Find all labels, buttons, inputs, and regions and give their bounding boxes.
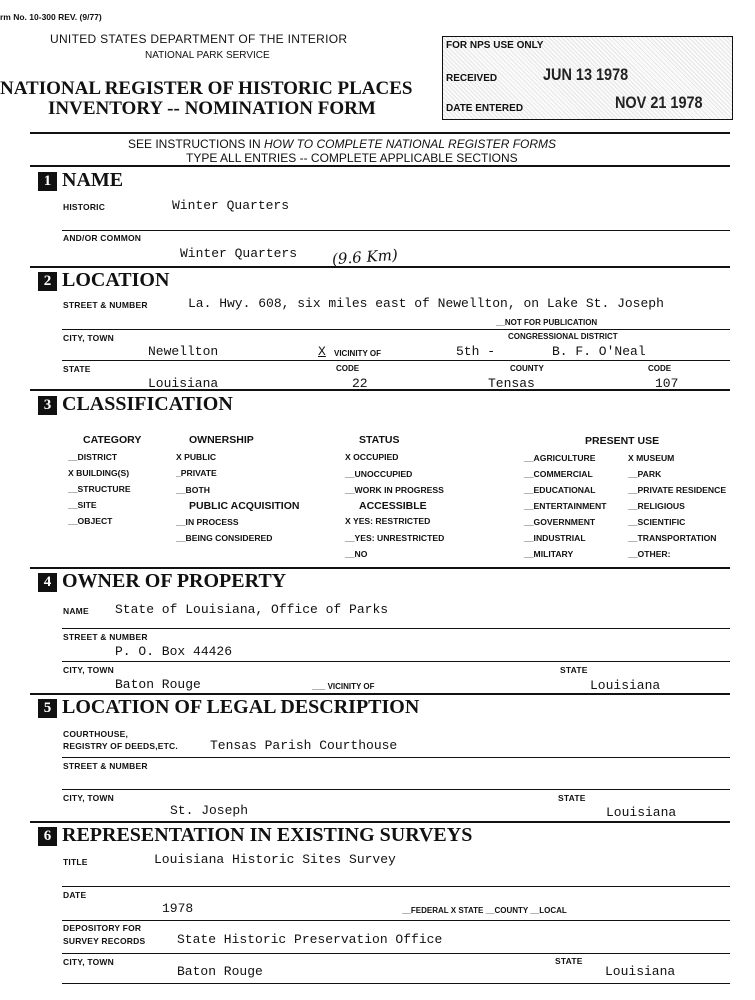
status-option: __UNOCCUPIED (345, 469, 413, 479)
form-title-line1: NATIONAL REGISTER OF HISTORIC PLACES (0, 78, 413, 99)
rule (30, 821, 730, 823)
rule (62, 953, 730, 954)
rule (62, 230, 730, 231)
section-4-title: OWNER OF PROPERTY (62, 570, 287, 592)
section-3-number: 3 (38, 396, 57, 415)
present-use-option: __EDUCATIONAL (524, 485, 596, 495)
form-number: rm No. 10-300 REV. (9/77) (0, 12, 102, 22)
header-rule (30, 132, 730, 134)
present-use-option: __GOVERNMENT (524, 517, 596, 527)
rule (30, 567, 730, 569)
category-option: __OBJECT (68, 516, 113, 526)
present-use-option: __PRIVATE RESIDENCE (628, 485, 727, 495)
legal-state-label: STATE (558, 793, 586, 803)
historic-label: HISTORIC (63, 202, 106, 212)
owner-city: Baton Rouge (115, 677, 201, 692)
street-label: STREET & NUMBER (63, 300, 148, 310)
instructions-rule (30, 165, 730, 167)
district-representative: B. F. O'Neal (552, 344, 646, 359)
rule (62, 920, 730, 921)
state-name: Louisiana (148, 376, 219, 391)
registry-label: REGISTRY OF DEEDS,ETC. (63, 741, 178, 751)
city-label: CITY, TOWN (63, 333, 114, 343)
nps-use-box (442, 36, 733, 120)
category-heading: CATEGORY (83, 434, 142, 446)
ownership-option: _PRIVATE (176, 468, 217, 478)
status-option: __WORK IN PROGRESS (345, 485, 444, 495)
depository-state: Louisiana (605, 964, 676, 979)
survey-title-label: TITLE (63, 857, 88, 867)
legal-city-label: CITY, TOWN (63, 793, 114, 803)
county-code-label: CODE (648, 364, 672, 373)
received-stamp: JUN 13 1978 (543, 65, 629, 84)
accessible-option: __YES: UNRESTRICTED (345, 533, 445, 543)
section-3-title: CLASSIFICATION (62, 393, 233, 415)
section-6-title: REPRESENTATION IN EXISTING SURVEYS (62, 824, 473, 846)
acquisition-option: __IN PROCESS (176, 517, 239, 527)
present-use-option: __TRANSPORTATION (628, 533, 717, 543)
nps-use-label: FOR NPS USE ONLY (446, 40, 544, 51)
county-label: COUNTY (510, 364, 544, 373)
present-use-option: __INDUSTRIAL (524, 533, 586, 543)
category-option: __DISTRICT (68, 452, 118, 462)
present-use-heading: PRESENT USE (585, 435, 660, 447)
instructions-line2: TYPE ALL ENTRIES -- COMPLETE APPLICABLE SECTIONS (186, 151, 518, 165)
county-code: 107 (655, 376, 679, 391)
present-use-option: __OTHER: (628, 549, 671, 559)
legal-street-label: STREET & NUMBER (63, 761, 148, 771)
rule (62, 360, 730, 361)
district-number: 5th - (456, 344, 496, 359)
present-use-option: __MILITARY (524, 549, 574, 559)
date-entered-label: DATE ENTERED (446, 103, 524, 114)
rule (62, 628, 730, 629)
category-option: __SITE (68, 500, 97, 510)
rule (30, 266, 730, 268)
survey-date: 1978 (162, 901, 194, 916)
ownership-option: __BOTH (176, 485, 210, 495)
street-address: La. Hwy. 608, six miles east of Newellton, on Lake St. Joseph (188, 296, 664, 311)
owner-street: P. O. Box 44426 (115, 644, 233, 659)
survey-date-label: DATE (63, 890, 87, 900)
owner-street-label: STREET & NUMBER (63, 632, 148, 642)
vicinity-mark: X (318, 344, 326, 359)
state-code-label: CODE (336, 364, 360, 373)
city-name: Newellton (148, 344, 219, 359)
category-option: __STRUCTURE (68, 484, 131, 494)
not-for-publication: __NOT FOR PUBLICATION (496, 318, 598, 327)
courthouse-name: Tensas Parish Courthouse (210, 738, 398, 753)
present-use-option: __COMMERCIAL (524, 469, 593, 479)
ownership-heading: OWNERSHIP (189, 434, 254, 446)
rule (30, 389, 730, 391)
entered-stamp: NOV 21 1978 (615, 93, 703, 112)
rule (62, 886, 730, 887)
section-1-title: NAME (62, 169, 124, 191)
common-label: AND/OR COMMON (63, 233, 142, 243)
section-1-number: 1 (38, 172, 57, 191)
section-4-number: 4 (38, 573, 57, 592)
owner-name-label: NAME (63, 606, 89, 616)
status-heading: STATUS (359, 434, 400, 446)
section-5-title: LOCATION OF LEGAL DESCRIPTION (62, 696, 420, 718)
ownership-option: X PUBLIC (176, 452, 217, 462)
service-name: NATIONAL PARK SERVICE (145, 50, 270, 61)
accessible-heading: ACCESSIBLE (359, 500, 427, 512)
owner-vicinity-label: ___ VICINITY OF (312, 682, 375, 691)
legal-state: Louisiana (606, 805, 677, 820)
rule (62, 661, 730, 662)
depository-city-label: CITY, TOWN (63, 957, 114, 967)
handwritten-note: (9.6 Km) (331, 245, 399, 269)
present-use-option: __RELIGIOUS (628, 501, 685, 511)
state-code: 22 (352, 376, 368, 391)
present-use-option: __SCIENTIFIC (628, 517, 686, 527)
owner-city-label: CITY, TOWN (63, 665, 114, 675)
historic-name: Winter Quarters (172, 198, 290, 213)
present-use-option: __AGRICULTURE (524, 453, 596, 463)
present-use-option: __PARK (628, 469, 662, 479)
section-5-number: 5 (38, 699, 57, 718)
present-use-option: X MUSEUM (628, 453, 675, 463)
survey-level-options: __FEDERAL X STATE __COUNTY __LOCAL (402, 906, 567, 915)
accessible-option: X YES: RESTRICTED (345, 516, 431, 526)
acquisition-option: __BEING CONSIDERED (176, 533, 273, 543)
rule (30, 693, 730, 695)
common-name: Winter Quarters (180, 246, 298, 261)
category-option: X BUILDING(S) (68, 468, 130, 478)
depository-city: Baton Rouge (177, 964, 263, 979)
legal-city: St. Joseph (170, 803, 249, 818)
rule (62, 757, 730, 758)
congressional-district-label: CONGRESSIONAL DISTRICT (508, 332, 618, 341)
depository-state-label: STATE (555, 956, 583, 966)
public-acquisition-heading: PUBLIC ACQUISITION (189, 500, 300, 512)
accessible-option: __NO (345, 549, 368, 559)
owner-state-label: STATE (560, 665, 588, 675)
rule (62, 329, 730, 330)
section-6-number: 6 (38, 827, 57, 846)
received-label: RECEIVED (446, 73, 498, 84)
instructions-line1: SEE INSTRUCTIONS IN HOW TO COMPLETE NATIONAL REGISTER FORMS (128, 137, 557, 151)
rule (62, 789, 730, 790)
depository-name: State Historic Preservation Office (177, 932, 443, 947)
section-2-number: 2 (38, 272, 57, 291)
form-title-line2: INVENTORY -- NOMINATION FORM (48, 98, 376, 119)
courthouse-label: COURTHOUSE, (63, 729, 129, 739)
owner-state: Louisiana (590, 678, 661, 693)
state-label: STATE (63, 364, 91, 374)
rule (62, 983, 730, 984)
department-name: UNITED STATES DEPARTMENT OF THE INTERIOR (50, 32, 348, 46)
survey-records-label: SURVEY RECORDS (63, 936, 146, 946)
present-use-option: __ENTERTAINMENT (524, 501, 607, 511)
owner-name: State of Louisiana, Office of Parks (115, 602, 389, 617)
county-name: Tensas (488, 376, 535, 391)
depository-label: DEPOSITORY FOR (63, 923, 142, 933)
status-option: X OCCUPIED (345, 452, 399, 462)
survey-title: Louisiana Historic Sites Survey (154, 852, 396, 867)
section-2-title: LOCATION (62, 269, 170, 291)
vicinity-label: VICINITY OF (334, 349, 381, 358)
